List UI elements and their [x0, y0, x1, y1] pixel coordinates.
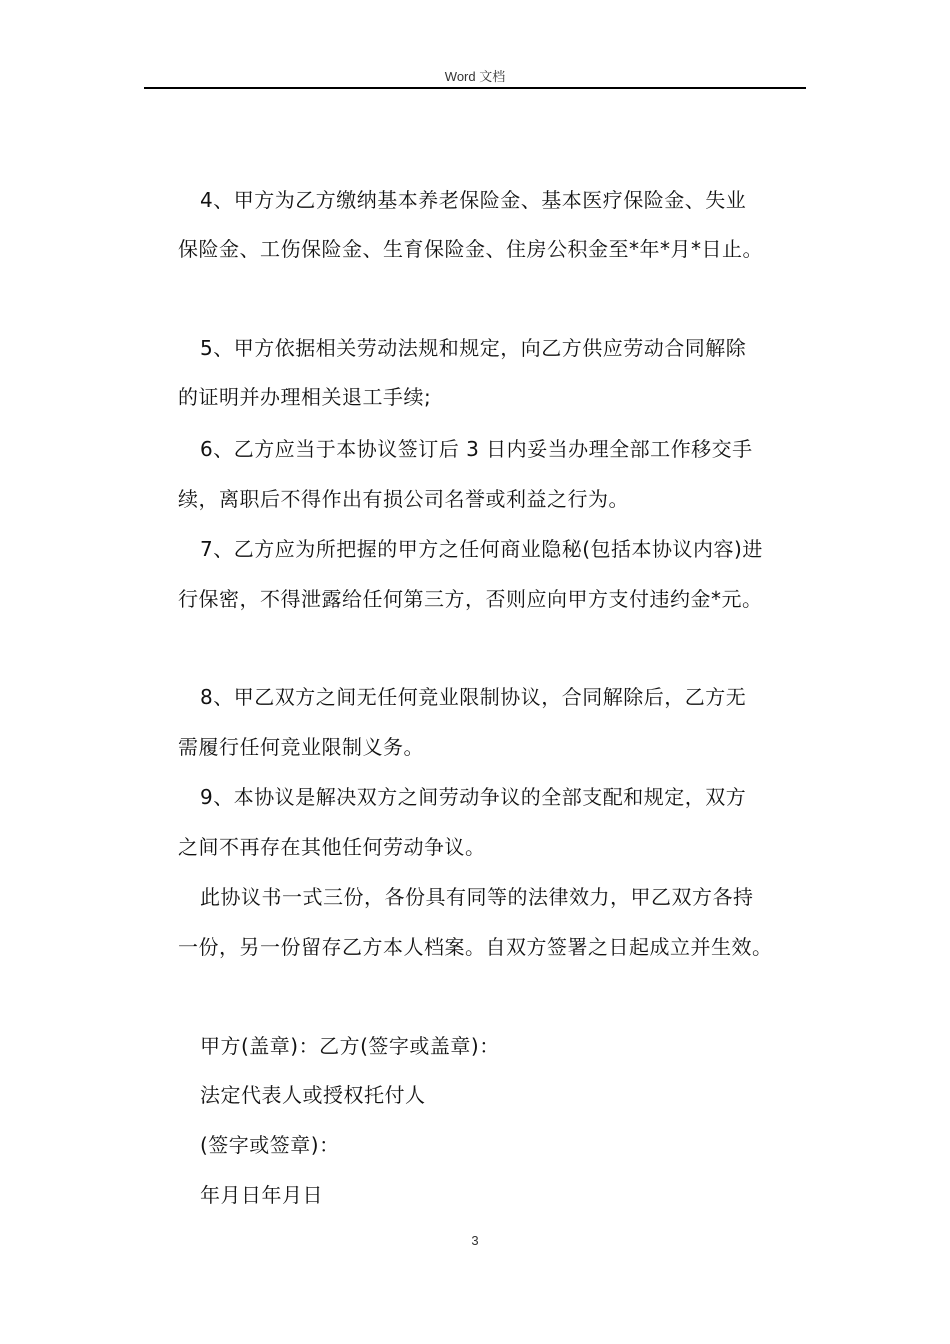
signature-dates: 年月日年月日: [200, 1183, 323, 1207]
clause-8-line-2: 需履行任何竞业限制义务。: [178, 735, 424, 759]
clause-5-line-2: 的证明并办理相关退工手续;: [178, 385, 432, 409]
clause-6-line-2: 续，离职后不得作出有损公司名誉或利益之行为。: [178, 487, 629, 511]
clause-7-line-2: 行保密，不得泄露给任何第三方，否则应向甲方支付违约金*元。: [178, 587, 763, 611]
clause-6-line-1: 6、乙方应当于本协议签订后 3 日内妥当办理全部工作移交手: [200, 437, 753, 461]
clause-8-line-1: 8、甲乙双方之间无任何竞业限制协议，合同解除后，乙方无: [200, 685, 747, 709]
page-number: 3: [471, 1233, 479, 1248]
page-header: Word 文档: [444, 69, 506, 84]
signature-parties: 甲方(盖章)：乙方(签字或盖章)：: [200, 1034, 500, 1058]
clause-9-line-1: 9、本协议是解决双方之间劳动争议的全部支配和规定，双方: [200, 785, 747, 809]
closing-line-2: 一份，另一份留存乙方本人档案。自双方签署之日起成立并生效。: [178, 935, 773, 959]
clause-4-line-2: 保险金、工伤保险金、生育保险金、住房公积金至*年*月*日止。: [178, 237, 763, 261]
clause-5-line-1: 5、甲方依据相关劳动法规和规定，向乙方供应劳动合同解除: [200, 336, 747, 360]
clause-4-line-1: 4、甲方为乙方缴纳基本养老保险金、基本医疗保险金、失业: [200, 188, 747, 212]
header-divider: [144, 87, 806, 89]
clause-7-line-1: 7、乙方应为所把握的甲方之任何商业隐秘(包括本协议内容)进: [200, 537, 763, 561]
closing-line-1: 此协议书一式三份，各份具有同等的法律效力，甲乙双方各持: [200, 885, 754, 909]
signature-sign-note: (签字或签章)：: [200, 1133, 340, 1157]
clause-9-line-2: 之间不再存在其他任何劳动争议。: [178, 835, 486, 859]
signature-representative: 法定代表人或授权托付人: [200, 1083, 426, 1107]
